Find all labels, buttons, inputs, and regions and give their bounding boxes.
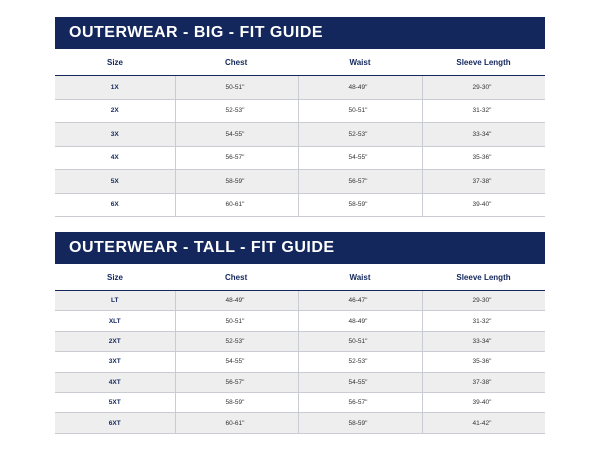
table-row <box>55 99 545 123</box>
waist-cell: 56-57" <box>298 170 422 194</box>
chest-cell: 56-57" <box>175 146 298 170</box>
waist-cell: 46-47" <box>298 291 422 311</box>
waist-cell: 50-51" <box>298 99 422 123</box>
table-row <box>55 392 545 412</box>
size-cell: 6X <box>55 193 175 217</box>
chest-cell: 60-61" <box>175 193 298 217</box>
chest-cell: 60-61" <box>175 413 298 433</box>
size-cell: XLT <box>55 311 175 331</box>
tall-fit-guide-body <box>55 291 545 434</box>
waist-cell: 58-59" <box>298 413 422 433</box>
big-fit-guide-section <box>55 17 545 217</box>
column-header-chest: Chest <box>175 264 298 291</box>
table-row <box>55 311 545 331</box>
table-row <box>55 146 545 170</box>
size-cell: 4XT <box>55 372 175 392</box>
size-cell: 1X <box>55 76 175 100</box>
column-header-sleeve-length: Sleeve Length <box>422 49 545 76</box>
table-row <box>55 291 545 311</box>
chest-cell: 48-49" <box>175 291 298 311</box>
waist-cell: 50-51" <box>298 331 422 351</box>
sleeve-length-cell: 35-36" <box>422 146 545 170</box>
table-row <box>55 170 545 194</box>
waist-cell: 52-53" <box>298 123 422 147</box>
size-cell: 2X <box>55 99 175 123</box>
big-fit-guide-body <box>55 76 545 217</box>
big-fit-guide-title-bar <box>55 17 545 49</box>
column-header-size: Size <box>55 264 175 291</box>
size-cell: 4X <box>55 146 175 170</box>
column-header-sleeve-length: Sleeve Length <box>422 264 545 291</box>
table-row <box>55 331 545 351</box>
sleeve-length-cell: 37-38" <box>422 372 545 392</box>
big-fit-guide-table <box>55 49 545 217</box>
sleeve-length-cell: 29-30" <box>422 76 545 100</box>
sleeve-length-cell: 41-42" <box>422 413 545 433</box>
size-cell: 5X <box>55 170 175 194</box>
chest-cell: 52-53" <box>175 331 298 351</box>
tall-fit-guide-section <box>55 232 545 434</box>
sleeve-length-cell: 29-30" <box>422 291 545 311</box>
table-header-row <box>55 264 545 291</box>
sleeve-length-cell: 37-38" <box>422 170 545 194</box>
size-cell: 6XT <box>55 413 175 433</box>
table-row <box>55 413 545 433</box>
chest-cell: 54-55" <box>175 352 298 372</box>
column-header-waist: Waist <box>298 49 422 76</box>
table-header-row <box>55 49 545 76</box>
chest-cell: 50-51" <box>175 311 298 331</box>
sleeve-length-cell: 31-32" <box>422 99 545 123</box>
chest-cell: 52-53" <box>175 99 298 123</box>
big-fit-guide-title: OUTERWEAR - BIG - FIT GUIDE <box>69 24 324 41</box>
size-cell: 5XT <box>55 392 175 412</box>
table-row <box>55 193 545 217</box>
table-row <box>55 76 545 100</box>
chest-cell: 50-51" <box>175 76 298 100</box>
table-row <box>55 352 545 372</box>
table-row <box>55 372 545 392</box>
tall-fit-guide-title-bar <box>55 232 545 264</box>
sleeve-length-cell: 33-34" <box>422 123 545 147</box>
size-cell: 3XT <box>55 352 175 372</box>
chest-cell: 58-59" <box>175 170 298 194</box>
waist-cell: 48-49" <box>298 311 422 331</box>
sleeve-length-cell: 31-32" <box>422 311 545 331</box>
column-header-chest: Chest <box>175 49 298 76</box>
sleeve-length-cell: 35-36" <box>422 352 545 372</box>
waist-cell: 52-53" <box>298 352 422 372</box>
sleeve-length-cell: 39-40" <box>422 392 545 412</box>
chest-cell: 58-59" <box>175 392 298 412</box>
column-header-waist: Waist <box>298 264 422 291</box>
column-header-size: Size <box>55 49 175 76</box>
waist-cell: 54-55" <box>298 146 422 170</box>
chest-cell: 54-55" <box>175 123 298 147</box>
waist-cell: 48-49" <box>298 76 422 100</box>
tall-fit-guide-title: OUTERWEAR - TALL - FIT GUIDE <box>69 239 335 256</box>
tall-fit-guide-table <box>55 264 545 434</box>
size-cell: LT <box>55 291 175 311</box>
waist-cell: 56-57" <box>298 392 422 412</box>
table-row <box>55 123 545 147</box>
sleeve-length-cell: 33-34" <box>422 331 545 351</box>
size-cell: 3X <box>55 123 175 147</box>
size-cell: 2XT <box>55 331 175 351</box>
waist-cell: 54-55" <box>298 372 422 392</box>
sleeve-length-cell: 39-40" <box>422 193 545 217</box>
chest-cell: 56-57" <box>175 372 298 392</box>
waist-cell: 58-59" <box>298 193 422 217</box>
